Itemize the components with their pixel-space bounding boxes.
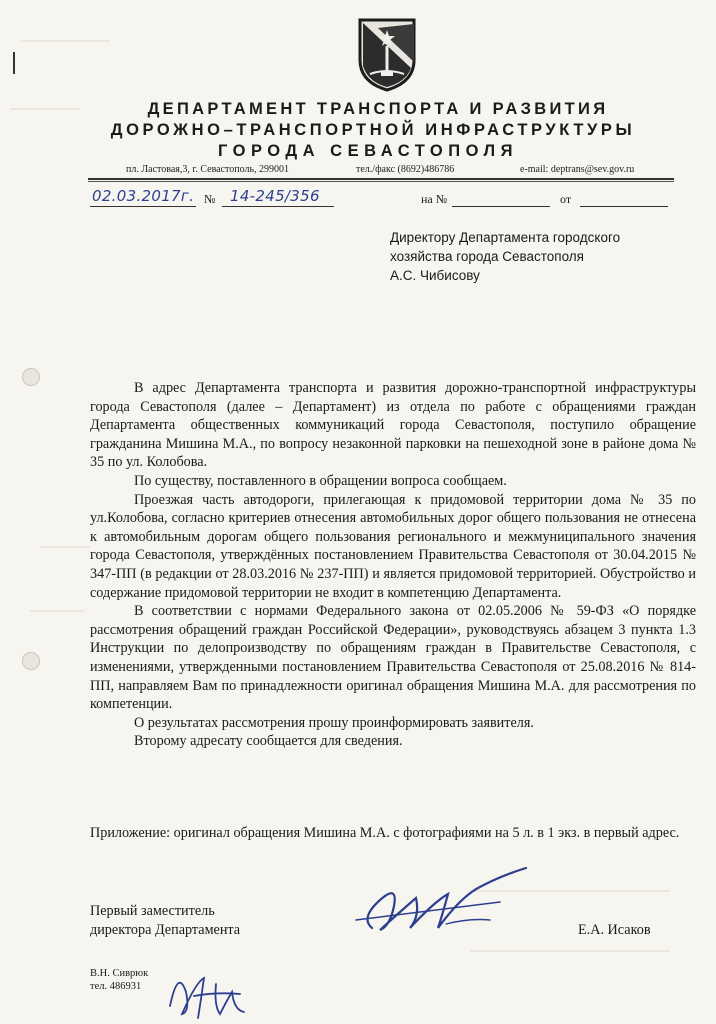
executor-initials-signature — [160, 962, 250, 1022]
executor-phone: тел. 486931 — [90, 981, 142, 992]
body-paragraph: Второму адресату сообщается для сведения. — [134, 733, 403, 750]
department-email: e-mail: deptrans@sev.gov.ru — [520, 164, 635, 175]
department-title-line2: ДОРОЖНО–ТРАНСПОРТНОЙ ИНФРАСТРУКТУРЫ — [110, 121, 636, 139]
reply-number-underline — [452, 206, 550, 207]
header-rule — [88, 178, 674, 180]
bleed-through-mark — [20, 40, 110, 42]
date-underline — [90, 206, 196, 207]
department-address: пл. Ластовая,3, г. Севастополь, 299001 — [126, 164, 290, 175]
signatory-position — [90, 902, 240, 940]
reply-date-label: от — [560, 192, 572, 206]
body-paragraph: В соответствии с нормами Федерального закона от 02.05.2006 № 59-ФЗ «О порядке рассмотрения обращений граждан Российской Федерации», руководствуясь абзацем 3 пункта 1.3 Инструкции по делопроизводству по обращениям граждан в Правительстве Севастополя, с изменениями, утвержденными постановлением Правительства Севастополя от 25.08.2016 № 814-ПП, направляем Вам по принадлежности оригинал обращения Мишина М.А. для рассмотрения по компетенции. — [90, 603, 696, 713]
addressee-block — [390, 228, 710, 285]
reply-number-label: на № — [421, 192, 448, 206]
bleed-through-mark — [30, 610, 85, 612]
letter-body — [90, 379, 696, 751]
registration-line — [0, 187, 716, 212]
addressee-name: А.С. Чибисову — [390, 268, 480, 283]
department-phone: тел./факс (8692)486786 — [356, 164, 455, 175]
header-rule — [88, 181, 674, 182]
body-paragraph: О результатах рассмотрения прошу проинформировать заявителя. — [134, 714, 534, 731]
addressee-line: Директору Департамента городского — [390, 230, 621, 245]
executor-block — [90, 967, 148, 993]
punch-hole — [22, 652, 40, 670]
attachment-note: Приложение: оригинал обращения Мишина М.А. с фотографиями на 5 л. в 1 экз. в первый адрес. — [90, 825, 680, 841]
body-paragraph: Проезжая часть автодороги, прилегающая к придомовой территории дома № 35 по ул.Колобова, согласно критериев отнесения автомобильных дорог общего пользования не отнесена к автомобильным дорогам общего пользования регионального и межмуниципального значения города Севастополя, утверждённых постановлением Правительства Севастополя от 30.04.2015 № 347-ПП (в редакции от 28.03.2016 № 237-ПП) и является придомовой территорией. Обустройство и содержание придомовой территории не входит в компетенцию Департамента. — [90, 491, 696, 601]
body-paragraph: В адрес Департамента транспорта и развития дорожно-транспортной инфраструктуры города Севастополя (далее – Департамент) из отдела по работе с обращениями граждан Департамента общественных коммуникаций города Севастополя, поступило обращение гражданина Мишина М.А., по вопросу незаконной парковки на пешеходной зоне в районе дома № 35 по ул. Колобова. — [90, 380, 696, 471]
department-title-line1: ДЕПАРТАМЕНТ ТРАНСПОРТА И РАЗВИТИЯ — [147, 100, 609, 118]
addressee-line: хозяйства города Севастополя — [390, 249, 584, 264]
handwritten-signature — [350, 858, 550, 948]
signatory-position-line: Первый заместитель — [90, 903, 215, 919]
margin-mark — [13, 52, 15, 74]
registration-date: 02.03.2017г. — [92, 187, 195, 205]
registration-number: 14-245/356 — [230, 187, 320, 205]
executor-name: В.Н. Сиврюк — [90, 968, 149, 979]
punch-hole — [22, 368, 40, 386]
registration-number-label: № — [204, 192, 216, 206]
signatory-position-line: директора Департамента — [90, 922, 241, 938]
bleed-through-mark — [470, 950, 670, 952]
number-underline — [222, 206, 334, 207]
department-title-line3: ГОРОДА СЕВАСТОПОЛЯ — [218, 142, 518, 160]
body-paragraph: По существу, поставленного в обращении вопроса сообщаем. — [134, 472, 507, 489]
reply-date-underline — [580, 206, 668, 207]
signatory-name: Е.А. Исаков — [578, 922, 651, 938]
sevastopol-coat-of-arms-icon — [356, 16, 418, 92]
bleed-through-mark — [40, 546, 90, 548]
